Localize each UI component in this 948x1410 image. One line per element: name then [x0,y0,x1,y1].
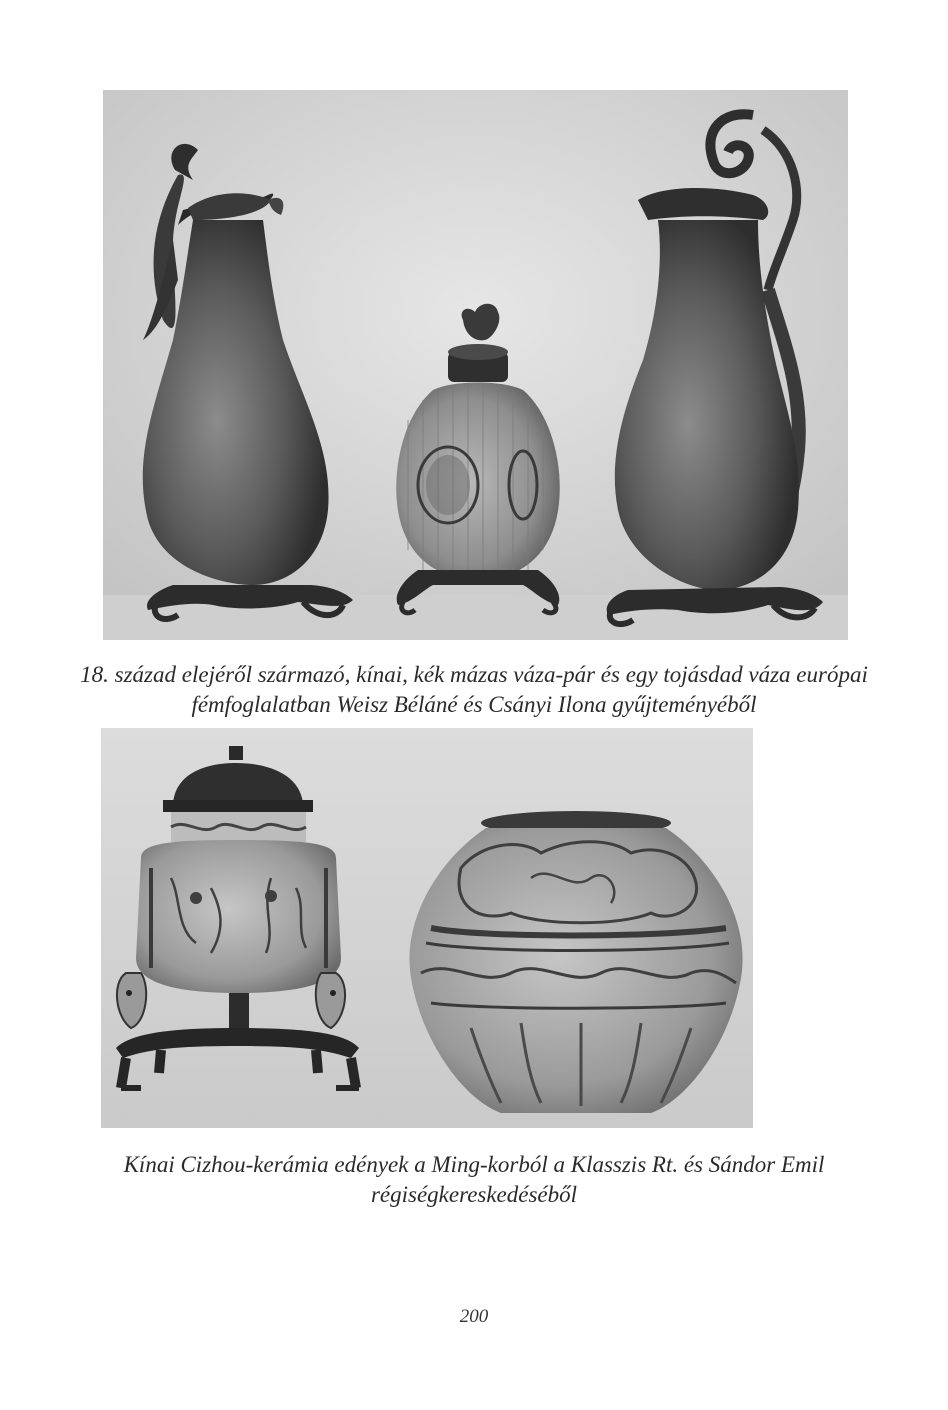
photo-cizhou-vessels-image [101,728,753,1128]
page-number: 200 [459,1306,489,1327]
caption-figure-1 [60,660,888,720]
right-jar [409,811,742,1113]
photo-ewers-and-jar-image [103,90,848,640]
caption-figure-2-line-1: Kínai Cizhou-kerámia edények a Ming-korból a Klasszis Rt. és Sándor Emil [123,1152,825,1177]
photo-ewers-and-jar [103,90,848,640]
caption-figure-2-line-2: régiségkereskedéséből [370,1182,578,1207]
caption-figure-2 [60,1150,888,1210]
caption-figure-1-line-2: fémfoglalatban Weisz Béláné és Csányi Ilona gyűjteményéből [191,692,757,717]
photo-cizhou-vessels [101,728,753,1128]
caption-figure-1-line-1: 18. század elejéről származó, kínai, kék mázas váza-pár és egy tojásdad váza európai [80,662,868,687]
